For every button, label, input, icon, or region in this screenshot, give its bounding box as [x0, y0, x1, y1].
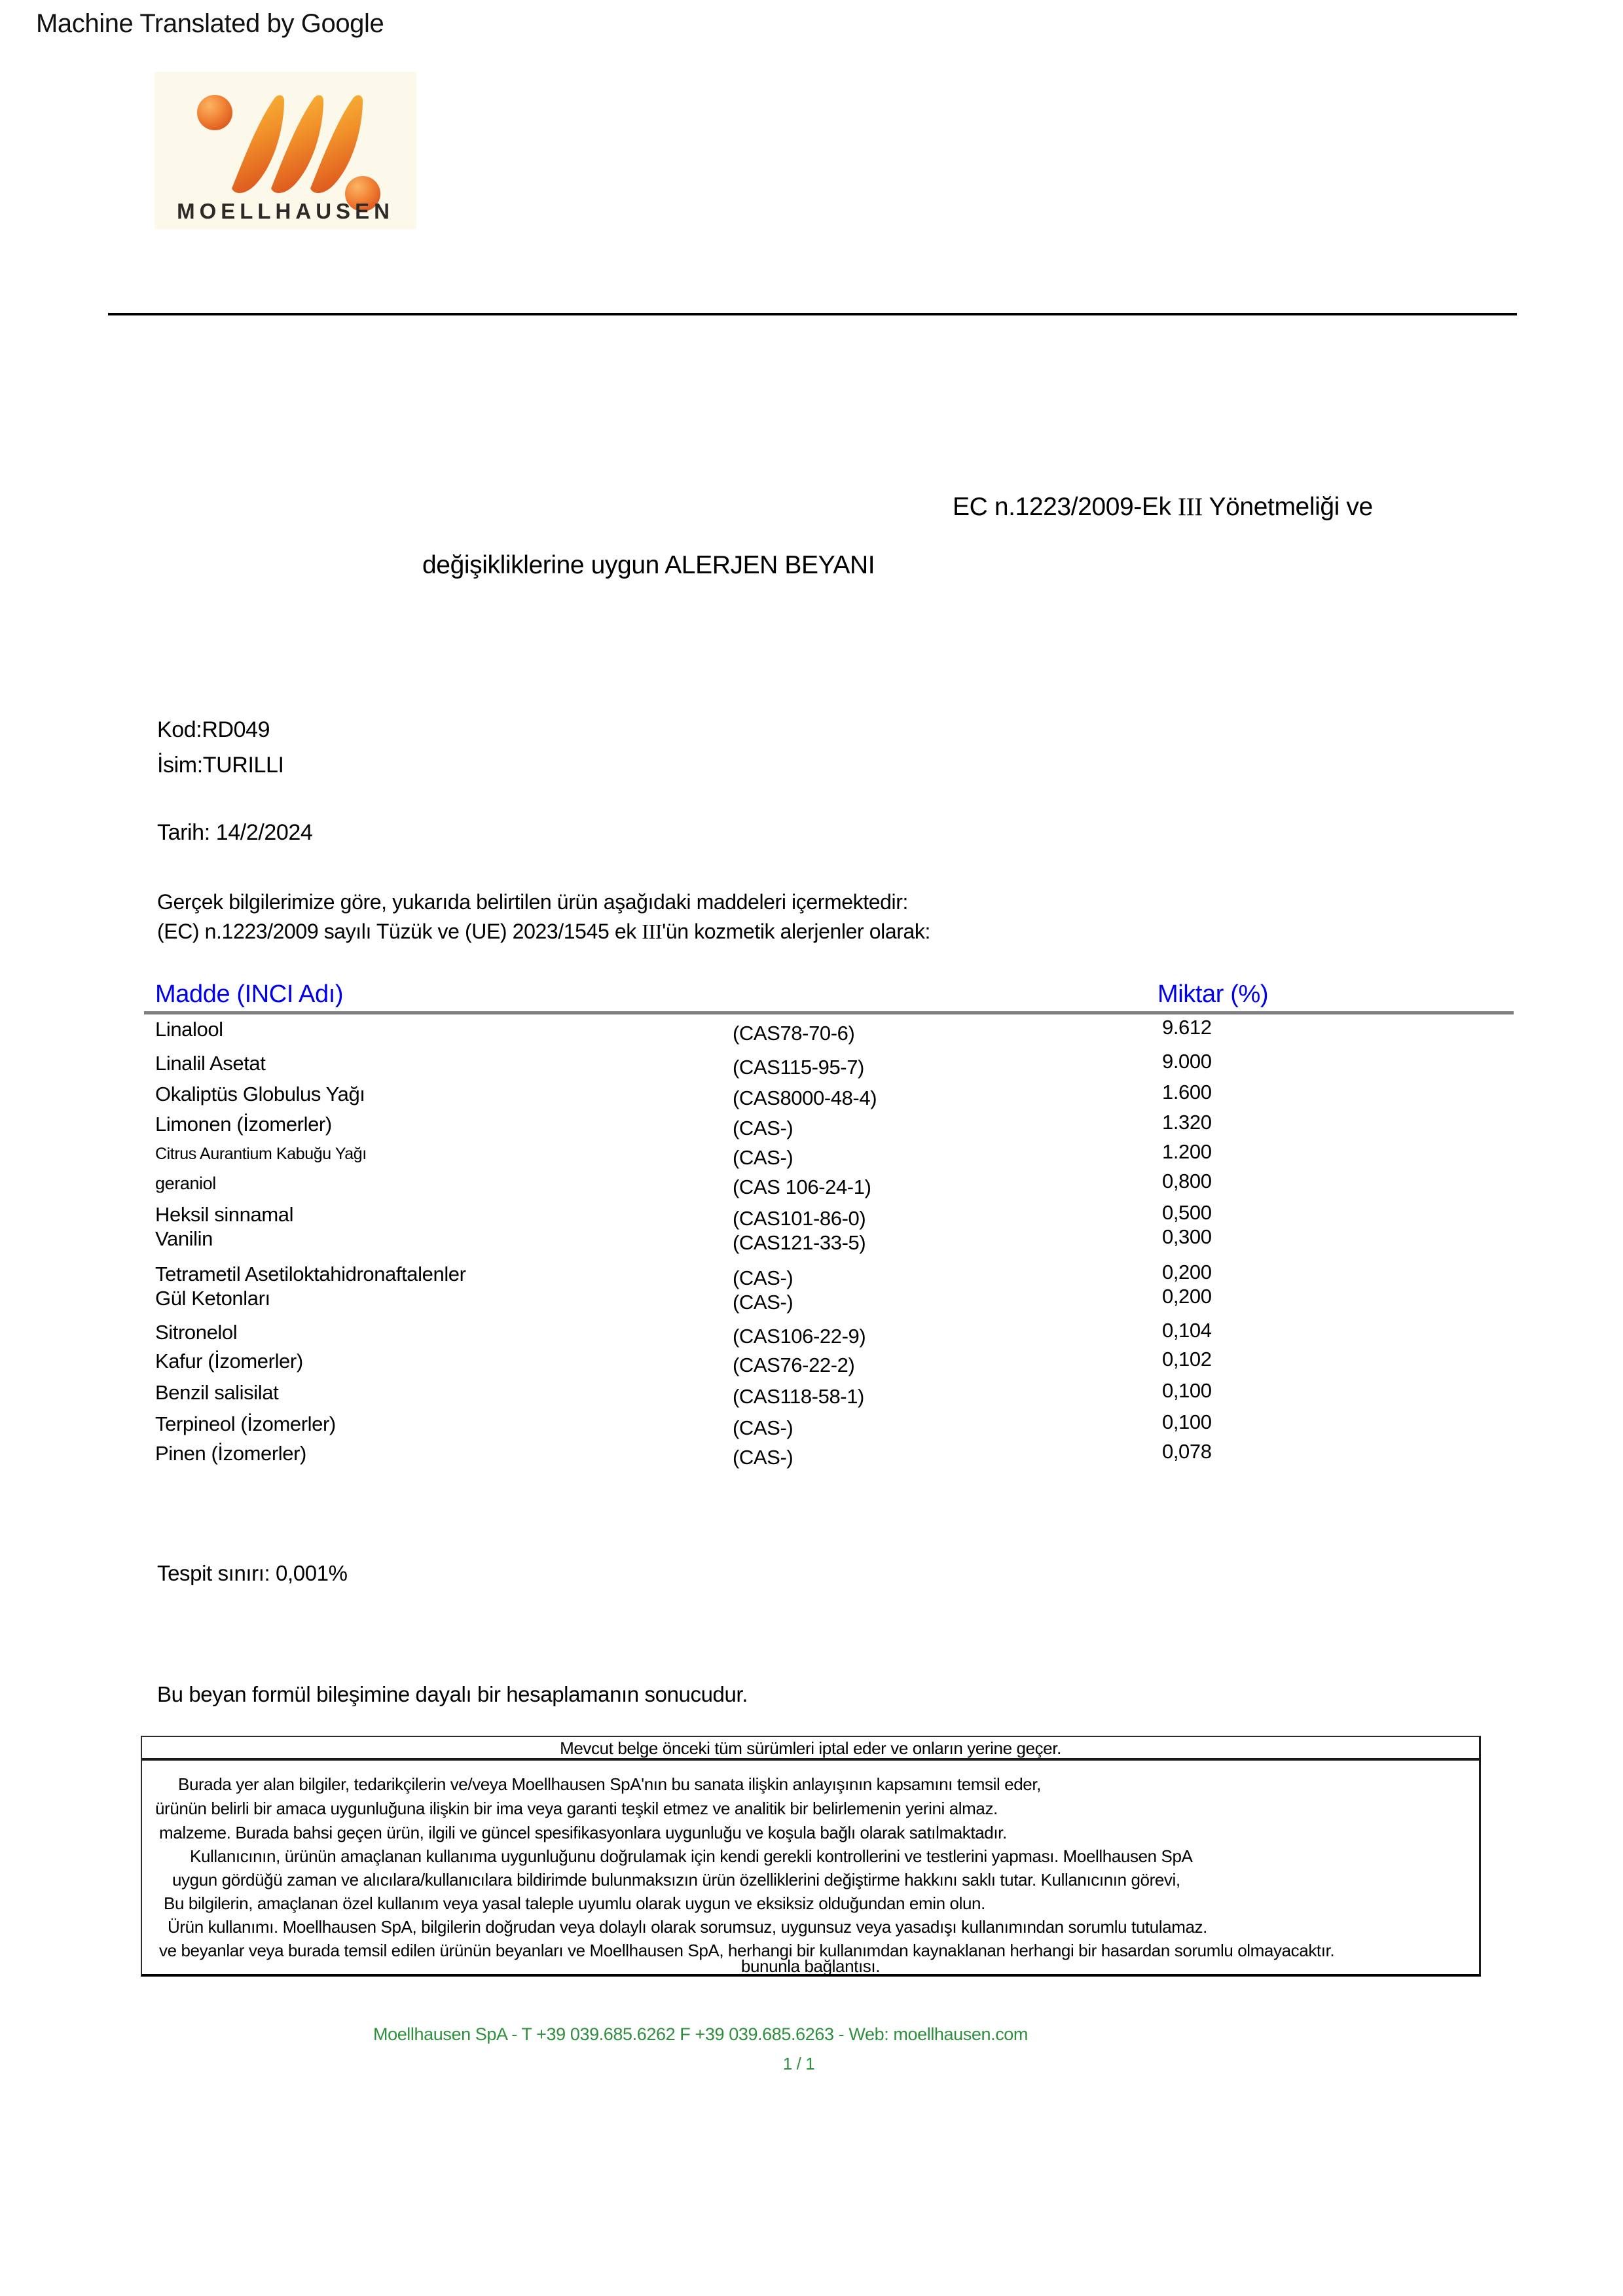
cas-number: (CAS-)	[733, 1416, 793, 1439]
cas-number: (CAS-)	[733, 1291, 793, 1314]
intro-line2-pre: (EC) n.1223/2009 sayılı Tüzük ve (UE) 2023/1545 ek	[157, 920, 642, 943]
amount-value: 1.200	[1162, 1140, 1212, 1163]
amount-value: 0,200	[1162, 1285, 1212, 1308]
amount-value: 0,800	[1162, 1170, 1212, 1193]
table-row	[0, 1442, 1623, 1472]
document-date: Tarih: 14/2/2024	[157, 820, 313, 845]
disclaimer-line: uygun gördüğü zaman ve alıcılara/kullanıcılara bildirimde bulunmaksızın ürün özelliklerini değiştirme hakkını saklı tutar. Kullanıcının görevi,	[172, 1870, 1180, 1890]
product-name: İsim:TURILLI	[157, 753, 284, 778]
amount-value: 0,078	[1162, 1440, 1212, 1463]
amount-value: 9.612	[1162, 1016, 1212, 1039]
amount-value: 0,200	[1162, 1261, 1212, 1283]
intro-line1: Gerçek bilgilerimize göre, yukarıda belirtilen ürün aşağıdaki maddeleri içermektedir:	[157, 890, 908, 914]
substance-name: Linalil Asetat	[155, 1052, 266, 1075]
calculation-note: Bu beyan formül bileşimine dayalı bir hesaplamanın sonucudur.	[157, 1682, 748, 1706]
cas-number: (CAS118-58-1)	[733, 1385, 864, 1408]
substance-name: Citrus Aurantium Kabuğu Yağı	[155, 1145, 367, 1163]
disclaimer-line: Kullanıcının, ürünün amaçlanan kullanıma uygunluğunu doğrulamak için kendi gerekli kontrollerini ve testlerini yapması. Moellhausen SpA	[190, 1846, 1193, 1866]
cas-number: (CAS115-95-7)	[733, 1056, 864, 1079]
substance-name: geraniol	[155, 1174, 216, 1193]
substance-name: Limonen (İzomerler)	[155, 1113, 332, 1136]
document-title-line1	[953, 492, 1373, 522]
amount-value: 0,300	[1162, 1225, 1212, 1248]
table-row	[0, 1287, 1623, 1317]
column-header-amount: Miktar (%)	[1158, 980, 1269, 1008]
substance-name: Okaliptüs Globulus Yağı	[155, 1083, 365, 1105]
substance-name: Kafur (İzomerler)	[155, 1350, 303, 1372]
cas-number: (CAS101-86-0)	[733, 1207, 866, 1230]
table-row	[0, 1381, 1623, 1411]
amount-value: 9.000	[1162, 1050, 1212, 1073]
title-line1-pre: EC n.1223/2009-Ek	[953, 493, 1178, 521]
document-title-line2: değişikliklerine uygun ALERJEN BEYANI	[422, 551, 875, 579]
cas-number: (CAS-)	[733, 1117, 793, 1139]
cas-number: (CAS78-70-6)	[733, 1022, 855, 1045]
intro-line2	[157, 920, 930, 944]
substance-name: Tetrametil Asetiloktahidronaftalenler	[155, 1263, 466, 1285]
table-row	[0, 1172, 1623, 1202]
disclaimer-line: ürünün belirli bir amaca uygunluğuna ilişkin bir ima veya garanti teşkil etmez ve analitik bir belirlemenin yerini almaz.	[155, 1799, 998, 1818]
table-row	[0, 1227, 1623, 1257]
disclaimer-line: ve beyanlar veya burada temsil edilen ürünün beyanları ve Moellhausen SpA, herhangi bir kullanımdan kaynaklanan herhangi bir hasardan sorumlu olmayacaktır.	[159, 1941, 1335, 1960]
table-row	[0, 1083, 1623, 1113]
amount-value: 0,100	[1162, 1410, 1212, 1433]
table-row	[0, 1321, 1623, 1351]
disclaimer-line: malzeme. Burada bahsi geçen ürün, ilgili ve güncel spesifikasyonlara uygunluğu ve koşula bağlı olarak satılmaktadır.	[159, 1823, 1007, 1842]
column-header-substance: Madde (INCI Adı)	[155, 980, 344, 1008]
amount-value: 0,500	[1162, 1201, 1212, 1224]
table-row	[0, 1018, 1623, 1048]
table-row	[0, 1113, 1623, 1143]
machine-translated-note: Machine Translated by Google	[36, 9, 384, 38]
substance-name: Pinen (İzomerler)	[155, 1442, 306, 1465]
substance-name: Linalool	[155, 1018, 223, 1041]
substance-name: Heksil sinnamal	[155, 1203, 294, 1226]
cas-number: (CAS106-22-9)	[733, 1325, 866, 1348]
title-line1-roman-numeral: III	[1178, 493, 1203, 521]
intro-line2-roman-numeral: III	[642, 920, 663, 943]
table-row	[0, 1052, 1623, 1082]
table-row	[0, 1142, 1623, 1172]
cas-number: (CAS-)	[733, 1266, 793, 1289]
amount-value: 0,100	[1162, 1379, 1212, 1402]
substance-name: Sitronelol	[155, 1321, 238, 1344]
amount-value: 0,102	[1162, 1348, 1212, 1371]
table-header-divider	[144, 1011, 1514, 1014]
footer-contact: Moellhausen SpA - T +39 039.685.6262 F +39 039.685.6263 - Web: moellhausen.com	[373, 2024, 1029, 2044]
substance-name: Terpineol (İzomerler)	[155, 1412, 336, 1435]
table-row	[0, 1350, 1623, 1380]
cas-number: (CAS-)	[733, 1446, 793, 1469]
amount-value: 0,104	[1162, 1319, 1212, 1342]
substance-name: Benzil salisilat	[155, 1381, 279, 1404]
logo-wordmark: MOELLHAUSEN	[177, 199, 394, 223]
cas-number: (CAS-)	[733, 1146, 793, 1169]
cas-number: (CAS 106-24-1)	[733, 1175, 871, 1198]
moellhausen-logo	[155, 72, 416, 229]
substance-name: Vanilin	[155, 1227, 213, 1250]
moellhausen-logo-icon	[155, 72, 416, 229]
cas-number: (CAS121-33-5)	[733, 1231, 866, 1254]
disclaimer-box	[141, 1736, 1481, 1977]
disclaimer-line: Burada yer alan bilgiler, tedarikçilerin ve/veya Moellhausen SpA'nın bu sanata ilişkin anlayışının kapsamını temsil eder,	[178, 1774, 1041, 1794]
disclaimer-line: Ürün kullanımı. Moellhausen SpA, bilgilerin doğrudan veya dolaylı olarak sorumsuz, uygunsuz veya yasadışı kullanımından sorumlu tutulamaz.	[168, 1917, 1207, 1937]
cas-number: (CAS8000-48-4)	[733, 1086, 877, 1109]
disclaimer-header-line: Mevcut belge önceki tüm sürümleri iptal eder ve onların yerine geçer.	[142, 1737, 1479, 1761]
amount-value: 1.320	[1162, 1111, 1212, 1134]
title-line1-post: Yönetmeliği ve	[1202, 493, 1373, 521]
page-number: 1 / 1	[782, 2054, 815, 2073]
disclaimer-line: Bu bilgilerin, amaçlanan özel kullanım veya yasal taleple uyumlu olarak uygun ve eksiksiz olduğundan emin olun.	[164, 1893, 985, 1913]
product-code: Kod:RD049	[157, 717, 270, 742]
cas-number: (CAS76-22-2)	[733, 1354, 855, 1376]
top-divider	[108, 313, 1517, 315]
amount-value: 1.600	[1162, 1081, 1212, 1103]
substance-name: Gül Ketonları	[155, 1287, 270, 1310]
detection-limit: Tespit sınırı: 0,001%	[157, 1561, 348, 1585]
table-row	[0, 1412, 1623, 1443]
intro-line2-post: 'ün kozmetik alerjenler olarak:	[662, 920, 931, 943]
disclaimer-closing-line: bununla bağlantısı.	[740, 1956, 881, 1976]
logo-dot-top-left	[197, 95, 232, 130]
